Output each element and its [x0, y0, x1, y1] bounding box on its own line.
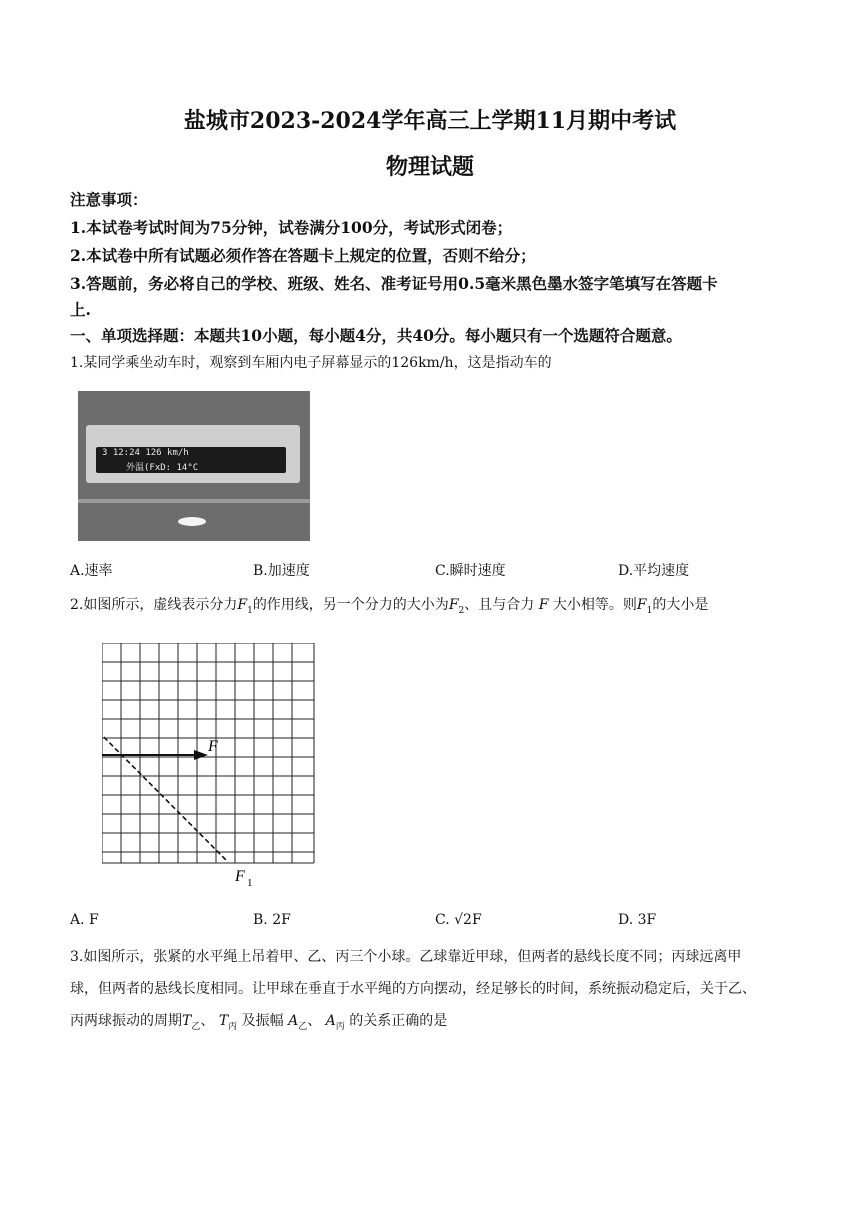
q2-option-b: B. 2F — [253, 912, 291, 928]
q1-display-screen — [96, 447, 286, 473]
note-3-cont: 上. — [70, 300, 91, 319]
section-heading: 一、单项选择题：本题共10小题，每小题4分，共40分。每小题只有一个选题符合题意。 — [70, 326, 682, 345]
q2-fig-label-f: F — [208, 738, 218, 755]
q3-line-1: 3.如图所示，张紧的水平绳上吊着甲、乙、丙三个小球。乙球靠近甲球，但两者的悬线长度不同；丙球远离甲 — [70, 949, 742, 965]
note-2: 2.本试卷中所有试题必须作答在答题卡上规定的位置，否则不给分； — [70, 246, 536, 265]
q2-stem: 2.如图所示，虚线表示分力$F_1$的作用线，另一个分力的大小为$F_2$、且与合力 F 大小相等。则$F_1$的大小是 — [70, 597, 709, 616]
q1-screen-line2: 外温(FxD: 14°C — [126, 463, 199, 473]
q2-option-d: D. 3F — [618, 912, 657, 928]
note-1: 1.本试卷考试时间为75分钟，试卷满分100分，考试形式闭卷； — [70, 218, 513, 237]
page-subtitle: 物理试题 — [385, 154, 474, 180]
q1-screen-line1: 3 12:24 126 km/h — [102, 448, 189, 458]
q1-option-d: D.平均速度 — [618, 563, 690, 579]
q2-option-a: A. F — [70, 912, 99, 928]
notes-heading: 注意事项： — [70, 190, 148, 209]
svg-text:1: 1 — [247, 877, 253, 889]
q1-option-c: C.瞬时速度 — [435, 563, 506, 579]
q3-line-2: 球，但两者的悬线长度相同。让甲球在垂直于水平绳的方向摆动，经足够长的时间，系统振动稳定后，关于乙、 — [70, 981, 756, 997]
note-3: 3.答题前，务必将自己的学校、班级、姓名、准考证号用0.5毫米黑色墨水签字笔填写在答题卡 — [70, 274, 718, 293]
q2-force-grid-figure — [102, 643, 362, 893]
q1-option-b: B.加速度 — [253, 563, 310, 579]
q1-stem: 1.某同学乘坐动车时，观察到车厢内电子屏幕显示的126km/h，这是指动车的 — [70, 355, 552, 371]
q2-option-c: C. √2F — [435, 912, 482, 928]
q1-option-a: A.速率 — [70, 563, 113, 579]
page-title: 盐城市2023-2024学年高三上学期11月期中考试 — [183, 108, 677, 134]
q2-fig-label-f1: F — [235, 868, 245, 885]
q3-line-3: 丙两球振动的周期$T_乙$、 $T_丙$ 及振幅 $A_乙$、 $A_丙$ 的关系正确的是 — [70, 1013, 448, 1032]
q1-photo — [78, 391, 310, 541]
